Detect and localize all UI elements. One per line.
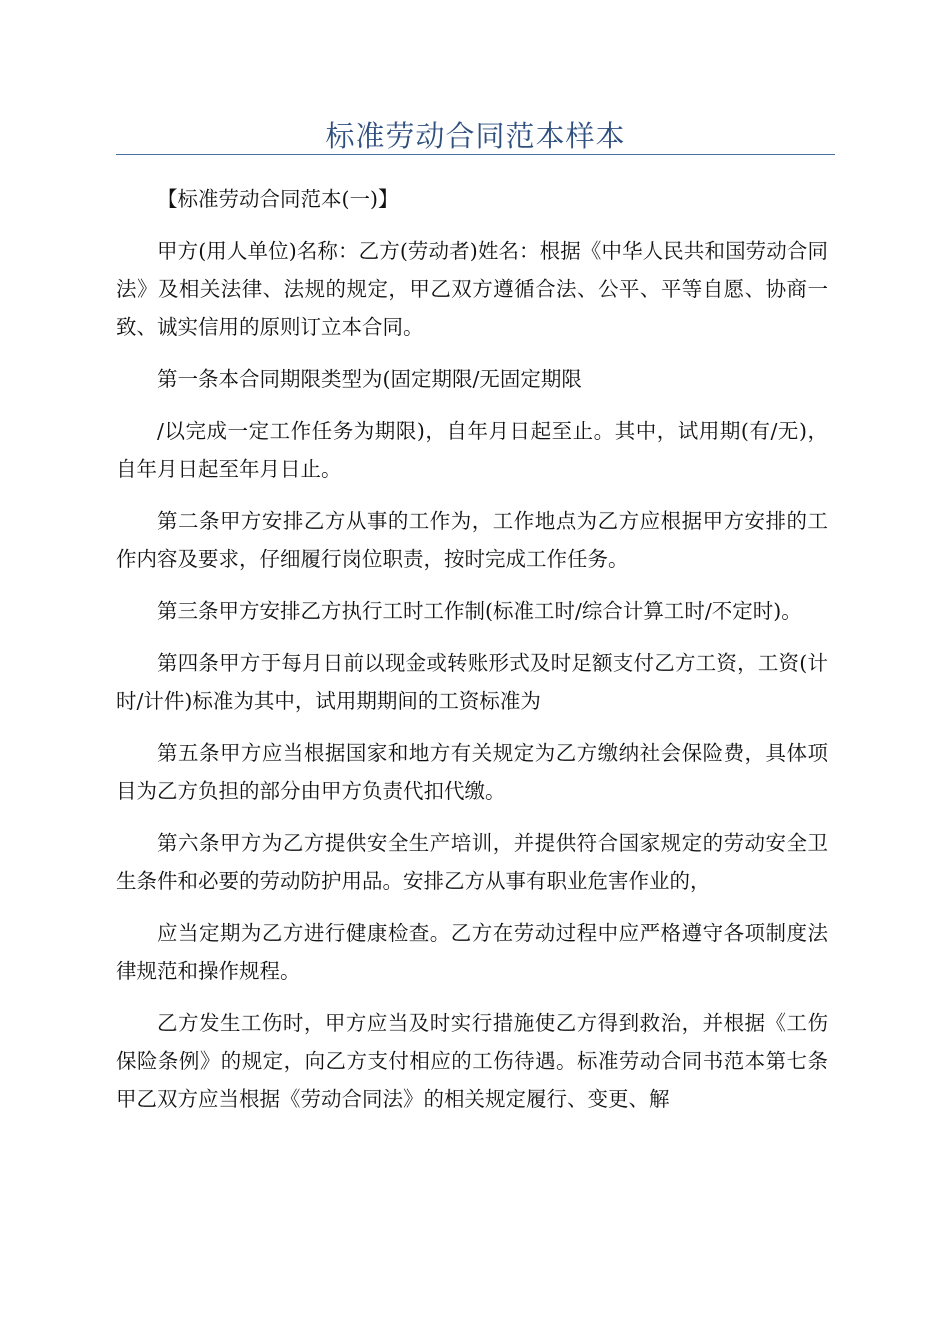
document-body xyxy=(116,180,828,1132)
paragraph-article-4: 第四条甲方于每月日前以现金或转账形式及时足额支付乙方工资，工资(计时/计件)标准为其中，试用期期间的工资标准为 xyxy=(116,651,828,713)
paragraph-article-6: 第六条甲方为乙方提供安全生产培训，并提供符合国家规定的劳动安全卫生条件和必要的劳动防护用品。安排乙方从事有职业危害作业的， xyxy=(116,831,828,893)
paragraph-work-injury: 乙方发生工伤时，甲方应当及时实行措施使乙方得到救治，并根据《工伤保险条例》的规定，向乙方支付相应的工伤待遇。标准劳动合同书范本第七条甲乙双方应当根据《劳动合同法》的相关规定履行、变更、解 xyxy=(116,1011,828,1111)
paragraph-article-3: 第三条甲方安排乙方执行工时工作制(标准工时/综合计算工时/不定时)。 xyxy=(157,599,802,623)
paragraph-article-1-continued: /以完成一定工作任务为期限)，自年月日起至止。其中，试用期(有/无)，自年月日起至年月日止。 xyxy=(116,419,828,481)
paragraph-article-1: 第一条本合同期限类型为(固定期限/无固定期限 xyxy=(157,367,582,391)
paragraph-article-5: 第五条甲方应当根据国家和地方有关规定为乙方缴纳社会保险费，具体项目为乙方负担的部分由甲方负责代扣代缴。 xyxy=(116,741,828,803)
paragraph-article-2: 第二条甲方安排乙方从事的工作为，工作地点为乙方应根据甲方安排的工作内容及要求，仔细履行岗位职责，按时完成工作任务。 xyxy=(116,509,828,571)
paragraph-preamble: 甲方(用人单位)名称：乙方(劳动者)姓名：根据《中华人民共和国劳动合同法》及相关法律、法规的规定，甲乙双方遵循合法、公平、平等自愿、协商一致、诚实信用的原则订立本合同。 xyxy=(116,239,828,339)
section-heading: 【标准劳动合同范本(一)】 xyxy=(157,187,399,211)
paragraph-article-6-continued: 应当定期为乙方进行健康检查。乙方在劳动过程中应严格遵守各项制度法律规范和操作规程。 xyxy=(116,921,828,983)
document-title: 标准劳动合同范本样本 xyxy=(325,119,626,153)
title-underline xyxy=(116,154,835,155)
